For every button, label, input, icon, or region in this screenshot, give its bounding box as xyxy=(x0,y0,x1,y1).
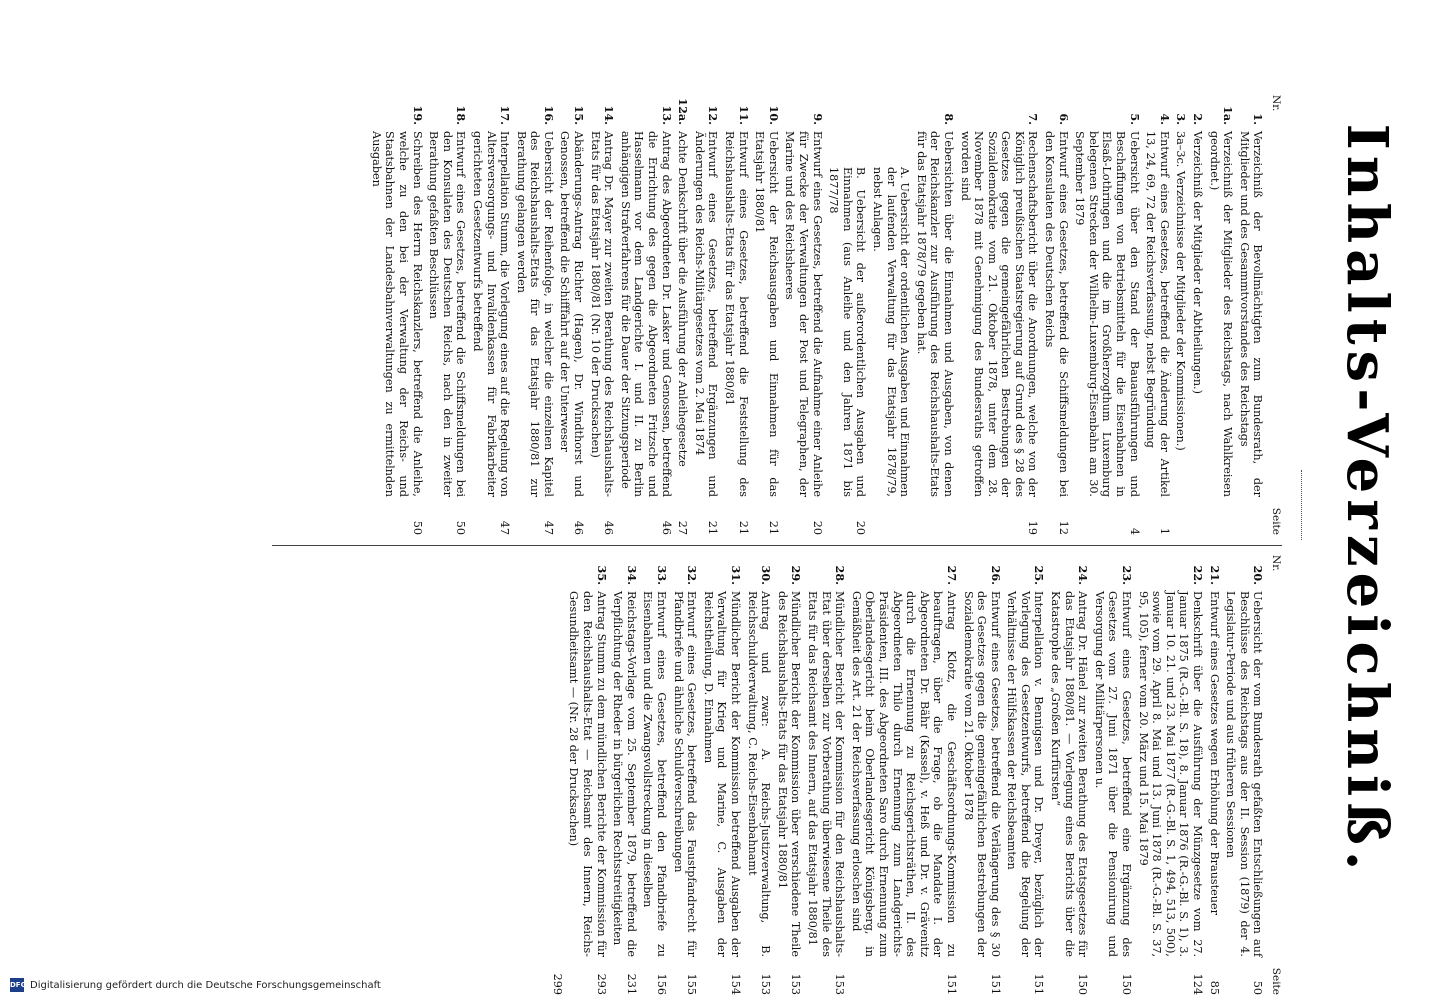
toc-entry-page: 46 xyxy=(572,520,586,535)
toc-entry-text: Entwurf eines Gesetzes, betreffend die Verlängerung des § 30 des Gesetzes gegen die gemeingefährlichen Bestrebungen der Sozialdemokratie vom 21. Oktober 1878 xyxy=(961,591,1002,957)
toc-entry xyxy=(692,95,719,535)
toc-entry-number: 20. xyxy=(1251,565,1266,585)
toc-entry-text: Entwurf eines Gesetzes, betreffend die Aufnahme einer Anleihe für Zwecke der Verwaltungen der Post und Telegraphen, der Marine und des Reichsheeres xyxy=(783,131,824,497)
toc-entry-number: 28. xyxy=(833,565,848,585)
toc-entry-page: 47 xyxy=(498,520,512,535)
toc-entry-number: 12a. xyxy=(676,98,691,125)
toc-entry-page: 19 xyxy=(1026,520,1040,535)
toc-entry xyxy=(1092,555,1133,995)
toc-entry-number: 4. xyxy=(1157,113,1172,125)
toc-entry-page: 21 xyxy=(736,520,750,535)
toc-last-page xyxy=(550,555,564,995)
toc-entry xyxy=(1043,95,1070,535)
toc-entry xyxy=(567,555,608,995)
toc-entry-text: Entwurf eines Gesetzes, betreffend eine Ergänzung des Gesetzes vom 27. Juni 1871 über die Pensionirung und Versorgung der Militärpersonen u. xyxy=(1092,591,1134,957)
toc-entry-number: 21. xyxy=(1207,565,1222,585)
toc-entry-number: 26. xyxy=(988,565,1003,585)
toc-entry-text: Mündlicher Bericht der Kommission für den Reichshaushalts-Etat über derselben zur Vorberathung überwiesene Theile des Etats für das Reichsamt des Innern, auf das Etatsjahr 1880/81 xyxy=(806,591,847,957)
toc-entry-text: Entwurf eines Gesetzes, betreffend das Faustpfandrecht für Pfandbriefe und ähnliche Schuldverschreibungen xyxy=(671,591,699,957)
footer-credit xyxy=(10,978,381,992)
toc-entry-text: Verzeichniß der Mitglieder des Reichstags, nach Wahlkreisen geordnet.) xyxy=(1207,131,1235,497)
toc-entry xyxy=(558,95,585,535)
toc-entry-page: 151 xyxy=(1032,973,1046,995)
toc-entry-text: Entwurf eines Gesetzes, betreffend den Pfandbriefe zu Eisenbahnen und die Zwangsvollstreckung in dieselben xyxy=(641,591,669,957)
toc-entry-page: 1 xyxy=(1157,527,1171,535)
toc-entry-text: Abänderungs-Antrag Richter (Hagen), Dr. Windthorst und Genossen, betreffend die Schifffahrt auf der Unterweser xyxy=(558,131,586,497)
title-rule xyxy=(1301,470,1302,540)
toc-entry xyxy=(514,95,555,535)
toc-entry-number: 19. xyxy=(410,105,425,125)
toc-entry-text: Entwurf eines Gesetzes, betreffend die Änderung der Artikel 13, 24, 69, 72 der Reichsverfassung, nebst Begründung xyxy=(1144,131,1171,497)
toc-entry xyxy=(470,95,511,535)
toc-entry-page: 50 xyxy=(1251,980,1265,995)
toc-entry-page: 50 xyxy=(410,520,424,535)
toc-entry-number: 24. xyxy=(1076,565,1091,585)
toc-entry-number: 31. xyxy=(729,565,744,585)
toc-entry xyxy=(745,555,772,995)
toc-entry-number: 18. xyxy=(454,105,469,125)
toc-entry-page: 20 xyxy=(810,520,824,535)
toc-entry-page: 50 xyxy=(454,520,468,535)
toc-entry-page: 299 xyxy=(550,973,564,995)
toc-entry-number: 6. xyxy=(1056,113,1071,125)
toc-entry-text: Interpellation v. Bennigsen und Dr. Dreyer, bezüglich der Vorlegung des Gesetzentwurfs, betreffend die Regelung der Verhältnisse der Hülfskassen der Reichsbeamten xyxy=(1005,591,1046,957)
toc-entry-number: 9. xyxy=(810,113,825,125)
toc-entry-number: 7. xyxy=(1026,113,1041,125)
toc-entry xyxy=(1190,95,1204,535)
toc-entry-text: Uebersichten über die Einnahmen und Ausgaben, von denen der Reichskanzler zur Ausführung des Reichshaushalts-Etats für das Etatsjahr 1878/79 gegeben hat. xyxy=(914,131,955,497)
toc-entry-text: Uebersicht der Reihenfolge, in welcher die einzelnen Kapitel des Reichshaushalts-Etats für das Etatsjahr 1880/81 zur Berathung gelangen werden xyxy=(514,131,555,497)
toc-entry-text: Uebersicht der vom Bundesrath gefaßten Entschließungen auf Beschlüsse des Reichstags aus der II. Session (1879) der 4. Legislatur-Periode und aus früheren Sessionen xyxy=(1224,591,1265,957)
toc-entry-number: 17. xyxy=(498,105,513,125)
toc-entry-page: 47 xyxy=(541,520,555,535)
toc-entry-text: Antrag und zwar: A. Reichs-Justizverwaltung, B. Reichsschuldverwaltung, C. Reichs-Eisenbahnamt xyxy=(745,591,773,957)
toc-entry-page: 155 xyxy=(685,973,699,995)
toc-entry-number: 2. xyxy=(1191,113,1206,125)
toc-entry xyxy=(676,95,690,535)
toc-entry-page: 151 xyxy=(944,973,958,995)
nr-header: Nr. xyxy=(1270,555,1282,572)
toc-entry-number: 22. xyxy=(1191,565,1206,585)
toc-entry-page: 46 xyxy=(602,520,616,535)
toc-entry-number: 34. xyxy=(624,565,639,585)
toc-entry-number: 29. xyxy=(789,565,804,585)
digitization-credit: Digitalisierung gefördert durch die Deutsche Forschungsgemeinschaft xyxy=(30,979,381,991)
toc-entry-number: 30. xyxy=(759,565,774,585)
nr-header: Nr. xyxy=(1270,95,1282,112)
toc-entry xyxy=(775,555,802,995)
toc-entry-number: 15. xyxy=(572,105,587,125)
toc-entry xyxy=(1073,95,1141,535)
column-header-left xyxy=(1268,95,1282,535)
toc-entry-text: Entwurf eines Gesetzes, betreffend die Schiffsmeldungen bei den Konsulaten des Deutschen Reichs xyxy=(1043,131,1070,497)
toc-entry-text: Entwurf eines Gesetzes, betreffend die Feststellung des Reichshaushalts-Etats für das Etatsjahr 1880/81 xyxy=(723,131,750,497)
toc-entry-page: 12 xyxy=(1056,520,1070,535)
toc-entry-page: 156 xyxy=(655,973,669,995)
toc-entry-text: Entwurf eines Gesetzes wegen Erhöhung der Brausteuer xyxy=(1207,591,1221,915)
toc-entry-number: 3. xyxy=(1174,113,1189,125)
toc-entry-text: Antrag Dr. Mayer zur zweiten Berathung des Reichshaushalts-Etats für das Etatsjahr 1880/81 (Nr. 10 der Drucksachen) xyxy=(588,131,616,497)
toc-entry xyxy=(701,555,742,995)
toc-entry-number: 12. xyxy=(706,105,721,125)
toc-entry-page: 85 xyxy=(1207,980,1221,995)
toc-entry xyxy=(1144,95,1171,535)
toc-entry-text: Achte Denkschrift über die Ausführung der Anleihegesetze xyxy=(676,131,690,467)
column-divider xyxy=(272,545,1282,546)
toc-entry xyxy=(961,555,1002,995)
toc-entry xyxy=(753,95,780,535)
toc-entry-page: 21 xyxy=(706,520,720,535)
toc-entry-text: Uebersicht über den Stand der Bauausführungen und Beschaffungen von Betriebsmitteln für die Eisenbahnen in Elsaß-Lothringen und die im Großherzogthum Luxemburg belegenen Strecken der Wilhelm-Luxemburg-Eisenbahn am 30. September 1879 xyxy=(1073,131,1141,497)
toc-entry-text: 3a–3c. Verzeichnisse der Mitglieder der Kommissionen.) xyxy=(1174,131,1188,451)
toc-entry-text: Entwurf eines Gesetzes, betreffend Ergänzungen und Änderungen des Reichs-Militärgesetzes vom 2. Mai 1874 xyxy=(692,131,720,497)
toc-entry-text: Uebersicht der Reichsausgaben und Einnahmen für das Etatsjahr 1880/81 xyxy=(753,131,780,497)
dfg-logo: DFG xyxy=(10,978,24,992)
toc-entry-page: 20 xyxy=(854,520,868,535)
toc-entry-text: Verzeichniß der Bevollmächtigten zum Bundesrath, der Mitglieder und des Gesammtvorstandes des Reichstags xyxy=(1237,131,1265,497)
toc-entry-number: 5. xyxy=(1127,113,1142,125)
toc-entry-text: Antrag des Abgeordneten Dr. Lasker und Genossen, betreffend die Errichtung des gegen die Abgeordneten Fritzsche und Hasselmann vor dem Landgerichte I. und II. zu Berlin anhängigen Strafverfahrens für die Dauer der Sitzungsperiode xyxy=(618,131,673,497)
toc-entry-page: 153 xyxy=(759,973,773,995)
toc-entry-number: 33. xyxy=(655,565,670,585)
toc-entry xyxy=(641,555,668,995)
toc-column-right xyxy=(547,555,1282,995)
toc-entry-page: 293 xyxy=(594,973,608,995)
toc-entry xyxy=(588,95,615,535)
toc-entry xyxy=(671,555,698,995)
toc-entry-page: 150 xyxy=(1076,973,1090,995)
toc-entry-number: 35. xyxy=(594,565,609,585)
toc-entry-number: 16. xyxy=(541,105,556,125)
toc-entry-text: Rechenschaftsbericht über die Anordnungen, welche von der Königlich preußischen Staatsregierung auf Grund des § 28 des Gesetzes gegen die gemeingefährlichen Bestrebungen der Sozialdemokratie vom 21. Oktober 1878, unter dem 28. November 1878 mit Genehmigung des Bundesraths getroffen worden sind xyxy=(958,131,1040,497)
toc-entry xyxy=(369,95,423,535)
toc-list-right xyxy=(567,555,1265,995)
toc-entry-text: Interpellation Stumm, die Vorlegung eines auf die Regelung von Altersversorgungs- und Invalidenkassen für Fabrikarbeiter gerichteten Gesetzentwurfs betreffend xyxy=(470,131,512,497)
toc-entry-page: 46 xyxy=(659,520,673,535)
toc-entry-page: 153 xyxy=(789,973,803,995)
toc-entry xyxy=(1237,95,1264,535)
toc-list-left xyxy=(369,95,1264,535)
toc-entry-text: Antrag Stumm zu dem mündlichen Berichte der Kommission für den Reichshaushalts-Etat — Reichsamt des Innern, Reichs-Gesundheitsamt — (Nr. 28 der Drucksachen) xyxy=(567,591,608,957)
toc-entry xyxy=(783,95,824,535)
toc-entry xyxy=(849,555,958,995)
column-header-right xyxy=(1268,555,1282,995)
toc-entry-text: Verzeichniß der Mitglieder der Abtheilungen.) xyxy=(1191,131,1205,394)
toc-entry-text: Mündlicher Bericht der Kommission betreffend Ausgaben der Verwaltung für Krieg und Marine, C. Ausgaben der Reichstheilung, D. Einnahmen xyxy=(701,591,743,957)
toc-entry xyxy=(958,95,1040,535)
toc-entry xyxy=(1224,555,1265,995)
toc-entry-number: 1a. xyxy=(1221,106,1236,125)
toc-entry xyxy=(914,95,955,535)
toc-entry-page: 4 xyxy=(1127,527,1141,535)
toc-entry-text: Schreiben des Herrn Reichskanzlers, betreffend die Anleihe, welche zu den bei der Verwaltung der Reichs- und Staatsbahnen der Landesbahnverwaltungen zu ermittelnden Ausgaben xyxy=(369,131,424,497)
toc-entry-number: 25. xyxy=(1032,565,1047,585)
toc-entry xyxy=(1207,95,1234,535)
toc-entry xyxy=(618,95,672,535)
toc-entry-number: 27. xyxy=(944,565,959,585)
toc-entry xyxy=(427,95,468,535)
toc-entry-number: 8. xyxy=(941,113,956,125)
toc-entry-number: 14. xyxy=(602,105,617,125)
toc-entry-page: 124 xyxy=(1191,973,1205,995)
seite-header: Seite xyxy=(1270,967,1282,995)
toc-entry-number: 10. xyxy=(766,105,781,125)
toc-entry-text: Mündlicher Bericht der Kommission über verschiedene Theile des Reichshaushalts-Etats für das Etatsjahr 1880/81 xyxy=(775,591,803,957)
toc-entry-page: 153 xyxy=(833,973,847,995)
toc-entry-page: 21 xyxy=(766,520,780,535)
toc-entry-number: 13. xyxy=(659,105,674,125)
toc-entry-text: Entwurf eines Gesetzes, betreffend die Schiffsmeldungen bei den Konsulaten des Deutschen Reichs, nach den in zweiter Berathung gefaßten Beschlüssen xyxy=(427,131,468,497)
toc-entry xyxy=(722,95,749,535)
toc-entry xyxy=(1005,555,1046,995)
toc-entry xyxy=(805,555,846,995)
toc-entry xyxy=(870,95,911,535)
toc-column-left xyxy=(366,95,1282,535)
toc-entry-text: B. Uebersicht der außerordentlichen Ausgaben und Einnahmen (aus Anleihe und den Jahren 1871 bis 1877/78 xyxy=(827,167,868,497)
toc-entry-page: 231 xyxy=(624,973,638,995)
toc-entry xyxy=(1136,555,1204,995)
toc-entry-page: 150 xyxy=(1120,973,1134,995)
toc-entry-text: Reichstags-Vorlage vom 25. September 1879, betreffend die Verpflichtung der Rheder in bürgerlichen Rechtsstreitigkeiten xyxy=(611,591,638,957)
toc-entry xyxy=(827,95,868,535)
toc-entry-number: 1. xyxy=(1251,113,1266,125)
toc-entry-number: 23. xyxy=(1120,565,1135,585)
toc-entry xyxy=(1174,95,1188,535)
toc-entry xyxy=(1049,555,1090,995)
toc-entry-text: Antrag Dr. Hänel zur zweiten Berathung des Etatsgesetzes für das Etatsjahr 1880/81. — Vorlegung eines Berichts über die Katastrophe des „Großen Kurfürsten“ xyxy=(1049,591,1090,957)
page-title: Inhalts-Verzeichniß. xyxy=(1334,123,1400,877)
toc-entry-text: Antrag Klotz, die Geschäftsordnungs-Kommission zu beauftragen, über die Frage, ob die Mandate I. der Abgeordneten Dr. Bähr (Kassel), v. Heß und Dr. v. Grävenitz durch die Ernennung zu Reichsgerichtsräthen, II. des Abgeordneten Thilo durch Ernennung zum Landgerichts-Präsidenten, III. des Abgeordneten Saro durch Ernennung zum Oberlandesgericht beim Oberlandesgericht Königsberg, in Gemäßheit des Art. 21 der Reichsverfassung erloschen sind xyxy=(849,591,958,957)
toc-entry-number: 11. xyxy=(736,105,751,125)
toc-entry-text: Denkschrift über die Ausführung der Münzgesetze vom 27. Januar 1875 (R.-G.-Bl. S. 18), 8. Januar 1876 (R.-G.-Bl. S. 1), 3. Januar 10. 21. und 23. Mai 1877 (R.-G.-Bl. S. 1, 494, 513, 500), sowie vom 29. April 8. Mai und 13. Juni 1878 (R.-G.-Bl. S. 37, 95, 105), ferner vom 20. März und 15. Mai 1879 xyxy=(1136,591,1205,957)
seite-header: Seite xyxy=(1270,507,1282,535)
toc-entry-page: 154 xyxy=(729,973,743,995)
toc-entry xyxy=(1207,555,1221,995)
toc-entry-page: 27 xyxy=(676,520,690,535)
toc-entry-number: 32. xyxy=(685,565,700,585)
toc-entry-text: A. Uebersicht der ordentlichen Ausgaben und Einnahmen der laufenden Verwaltung für das Etatsjahr 1878/79, nebst Anlagen. xyxy=(870,167,912,497)
toc-entry-page: 151 xyxy=(988,973,1002,995)
toc-entry xyxy=(611,555,638,995)
